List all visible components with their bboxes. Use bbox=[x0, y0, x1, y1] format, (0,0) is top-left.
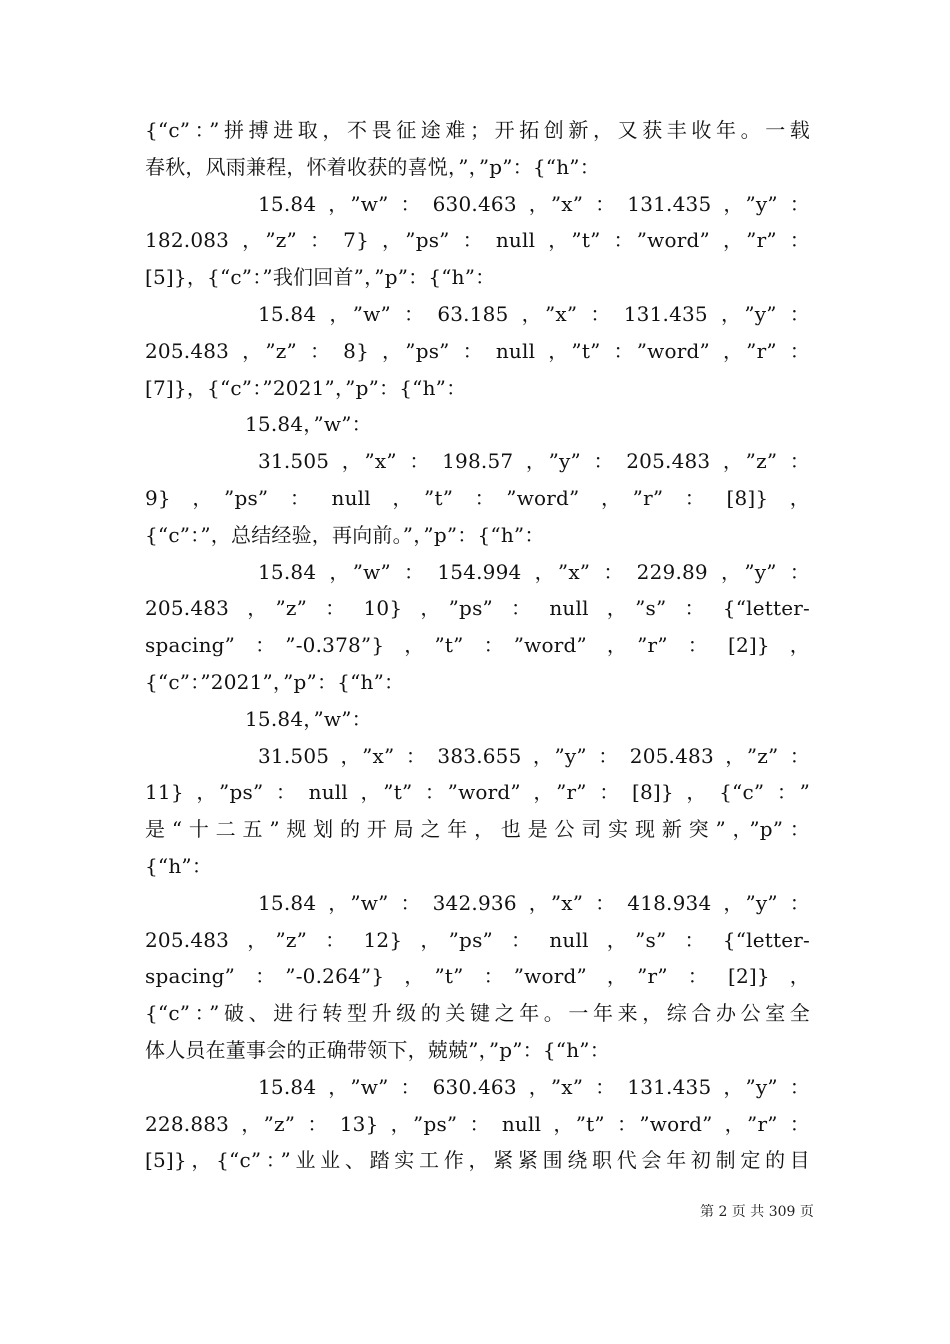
text-line: 205.483，”z”：12}，”ps”：null，”s”：{“letter- bbox=[145, 927, 810, 952]
text-line: {“h”： bbox=[145, 853, 213, 878]
text-line: 11}，”ps”：null，”t”：”word”，”r”：[8]}，{“c”：” bbox=[145, 780, 810, 805]
text-line: 15.84，”w”：342.936，”x”：418.934，”y”： bbox=[258, 890, 810, 915]
text-line: 205.483，”z”：10}，”ps”：null，”s”：{“letter- bbox=[145, 596, 810, 621]
text-line: 182.083，”z”：7}，”ps”：null，”t”：”word”，”r”： bbox=[145, 228, 810, 253]
text-line: 春秋，风雨兼程，怀着收获的喜悦，”，”p”：{“h”： bbox=[145, 154, 600, 179]
text-line: 是“十二五”规划的开局之年，也是公司实现新突”，”p”： bbox=[145, 817, 810, 842]
text-line: [5]}，{“c”：”我们回首”，”p”：{“h”： bbox=[145, 265, 496, 290]
text-line: 15.84，”w”： bbox=[245, 412, 372, 437]
text-line: 体人员在董事会的正确带领下，兢兢”，”p”：{“h”： bbox=[145, 1037, 610, 1062]
text-line: 9}，”ps”：null，”t”：”word”，”r”：[8]}， bbox=[145, 485, 810, 510]
text-line: {“c”：”2021”，”p”：{“h”： bbox=[145, 669, 405, 694]
text-line: spacing”：”-0.378”}，”t”：”word”，”r”：[2]}， bbox=[145, 633, 810, 658]
text-line: {“c”：”破、进行转型升级的关键之年。一年来，综合办公室全 bbox=[145, 1001, 810, 1026]
text-line: 205.483，”z”：8}，”ps”：null，”t”：”word”，”r”： bbox=[145, 338, 810, 363]
text-line: {“c”：”拼搏进取，不畏征途难；开拓创新，又获丰收年。一载 bbox=[145, 118, 810, 142]
document-body bbox=[145, 112, 810, 1179]
text-line: [5]}，{“c”：”业业、踏实工作，紧紧围绕职代会年初制定的目 bbox=[145, 1148, 810, 1173]
text-line: 15.84，”w”：154.994，”x”：229.89，”y”： bbox=[258, 559, 810, 584]
text-line: 15.84，”w”：630.463，”x”：131.435，”y”： bbox=[258, 1074, 810, 1099]
text-line: 228.883，”z”：13}，”ps”：null，”t”：”word”，”r”： bbox=[145, 1111, 810, 1136]
text-line: 15.84，”w”：630.463，”x”：131.435，”y”： bbox=[258, 191, 810, 216]
text-line: 31.505，”x”：198.57，”y”：205.483，”z”： bbox=[258, 449, 810, 474]
text-line: 31.505，”x”：383.655，”y”：205.483，”z”： bbox=[258, 743, 810, 768]
text-line: [7]}，{“c”：”2021”，”p”：{“h”： bbox=[145, 375, 467, 400]
text-line: 15.84，”w”：63.185，”x”：131.435，”y”： bbox=[258, 301, 810, 326]
text-line: spacing”：”-0.264”}，”t”：”word”，”r”：[2]}， bbox=[145, 964, 810, 989]
text-line: 15.84，”w”： bbox=[245, 706, 372, 731]
page-number-footer: 第 2 页 共 309 页 bbox=[700, 1204, 814, 1220]
text-line: {“c”：”，总结经验，再向前。”，”p”：{“h”： bbox=[145, 522, 545, 547]
